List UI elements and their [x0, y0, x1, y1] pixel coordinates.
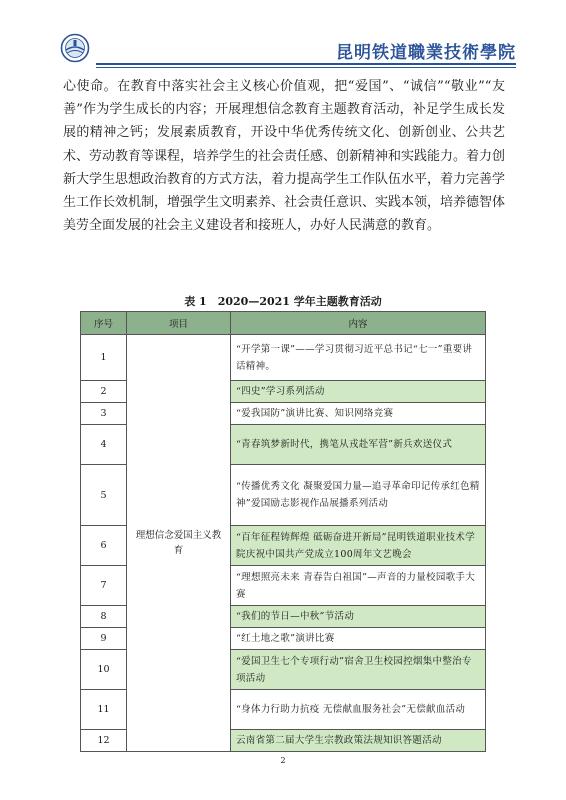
- row-content: “四史”学习系列活动: [231, 381, 486, 403]
- table-header-row: [81, 312, 486, 335]
- school-name: 昆明铁道職業技術學院: [336, 43, 516, 63]
- table-row: [81, 335, 486, 381]
- row-content: “青春筑梦新时代，携笔从戎赴军营”新兵欢送仪式: [231, 425, 486, 465]
- row-index: 1: [81, 335, 127, 381]
- row-content: “我们的节日—中秋”节活动: [231, 606, 486, 628]
- row-content: “红土地之歌”演讲比赛: [231, 628, 486, 650]
- row-index: 11: [81, 690, 127, 730]
- body-paragraph: 心使命。在教育中落实社会主义核心价值观，把“爱国”、“诚信”“敬业”“友善”作为学生成长的内容；开展理想信念教育主题教育活动，补足学生成长发展的精神之钙；发展素质教育，开设中华优秀传统文化、创新创业、公共艺术、劳动教育等课程，培养学生的社会责任感、创新精神和实践能力。着力创新大学生思想政治教育的方式方法，着力提高学生工作队伍水平，着力完善学生工作长效机制，增强学生文明素养、社会责任意识、实践本领，培养德智体美劳全面发展的社会主义建设者和接班人，办好人民满意的教育。: [63, 79, 506, 234]
- row-index: 3: [81, 403, 127, 425]
- school-logo-icon: [60, 33, 90, 63]
- table-caption: 表 1 2020—2021 学年主题教育活动: [184, 295, 382, 308]
- row-index: 7: [81, 566, 127, 606]
- events-table: [80, 311, 486, 752]
- row-index: 12: [81, 730, 127, 752]
- row-content: “理想照亮未来 青春告白祖国”—声音的力量校园歌手大赛: [231, 566, 486, 606]
- page-number: 2: [280, 756, 286, 765]
- header-index: 序号: [81, 312, 127, 335]
- row-content: “爱国卫生七个专项行动”宿舍卫生校园控烟集中整治专项活动: [231, 650, 486, 690]
- category-cell: 理想信念爱国主义教育: [127, 335, 231, 752]
- row-content: “身体力行助力抗疫 无偿献血服务社会”无偿献血活动: [231, 690, 486, 730]
- row-content: “爱我国防”演讲比赛、知识网络竞赛: [231, 403, 486, 425]
- row-content: “开学第一课”——学习贯彻习近平总书记“七一”重要讲话精神。: [231, 335, 486, 381]
- page-header: [56, 30, 516, 70]
- header-category: 项目: [127, 312, 231, 335]
- row-index: 4: [81, 425, 127, 465]
- row-content: “百年征程铸辉煌 砥砺奋进开新局”昆明铁道职业技术学院庆祝中国共产党成立100周年文艺晚会: [231, 526, 486, 566]
- row-index: 2: [81, 381, 127, 403]
- row-index: 10: [81, 650, 127, 690]
- row-content: “传播优秀文化 凝聚爱国力量—追寻革命印记传承红色精神”爱国励志影视作品展播系列活动: [231, 465, 486, 526]
- header-content: 内容: [231, 312, 486, 335]
- header-divider-thin: [96, 67, 516, 68]
- header-divider: [96, 63, 516, 65]
- row-index: 6: [81, 526, 127, 566]
- row-index: 9: [81, 628, 127, 650]
- row-index: 8: [81, 606, 127, 628]
- row-content: 云南省第二届大学生宗教政策法规知识答题活动: [231, 730, 486, 752]
- row-index: 5: [81, 465, 127, 526]
